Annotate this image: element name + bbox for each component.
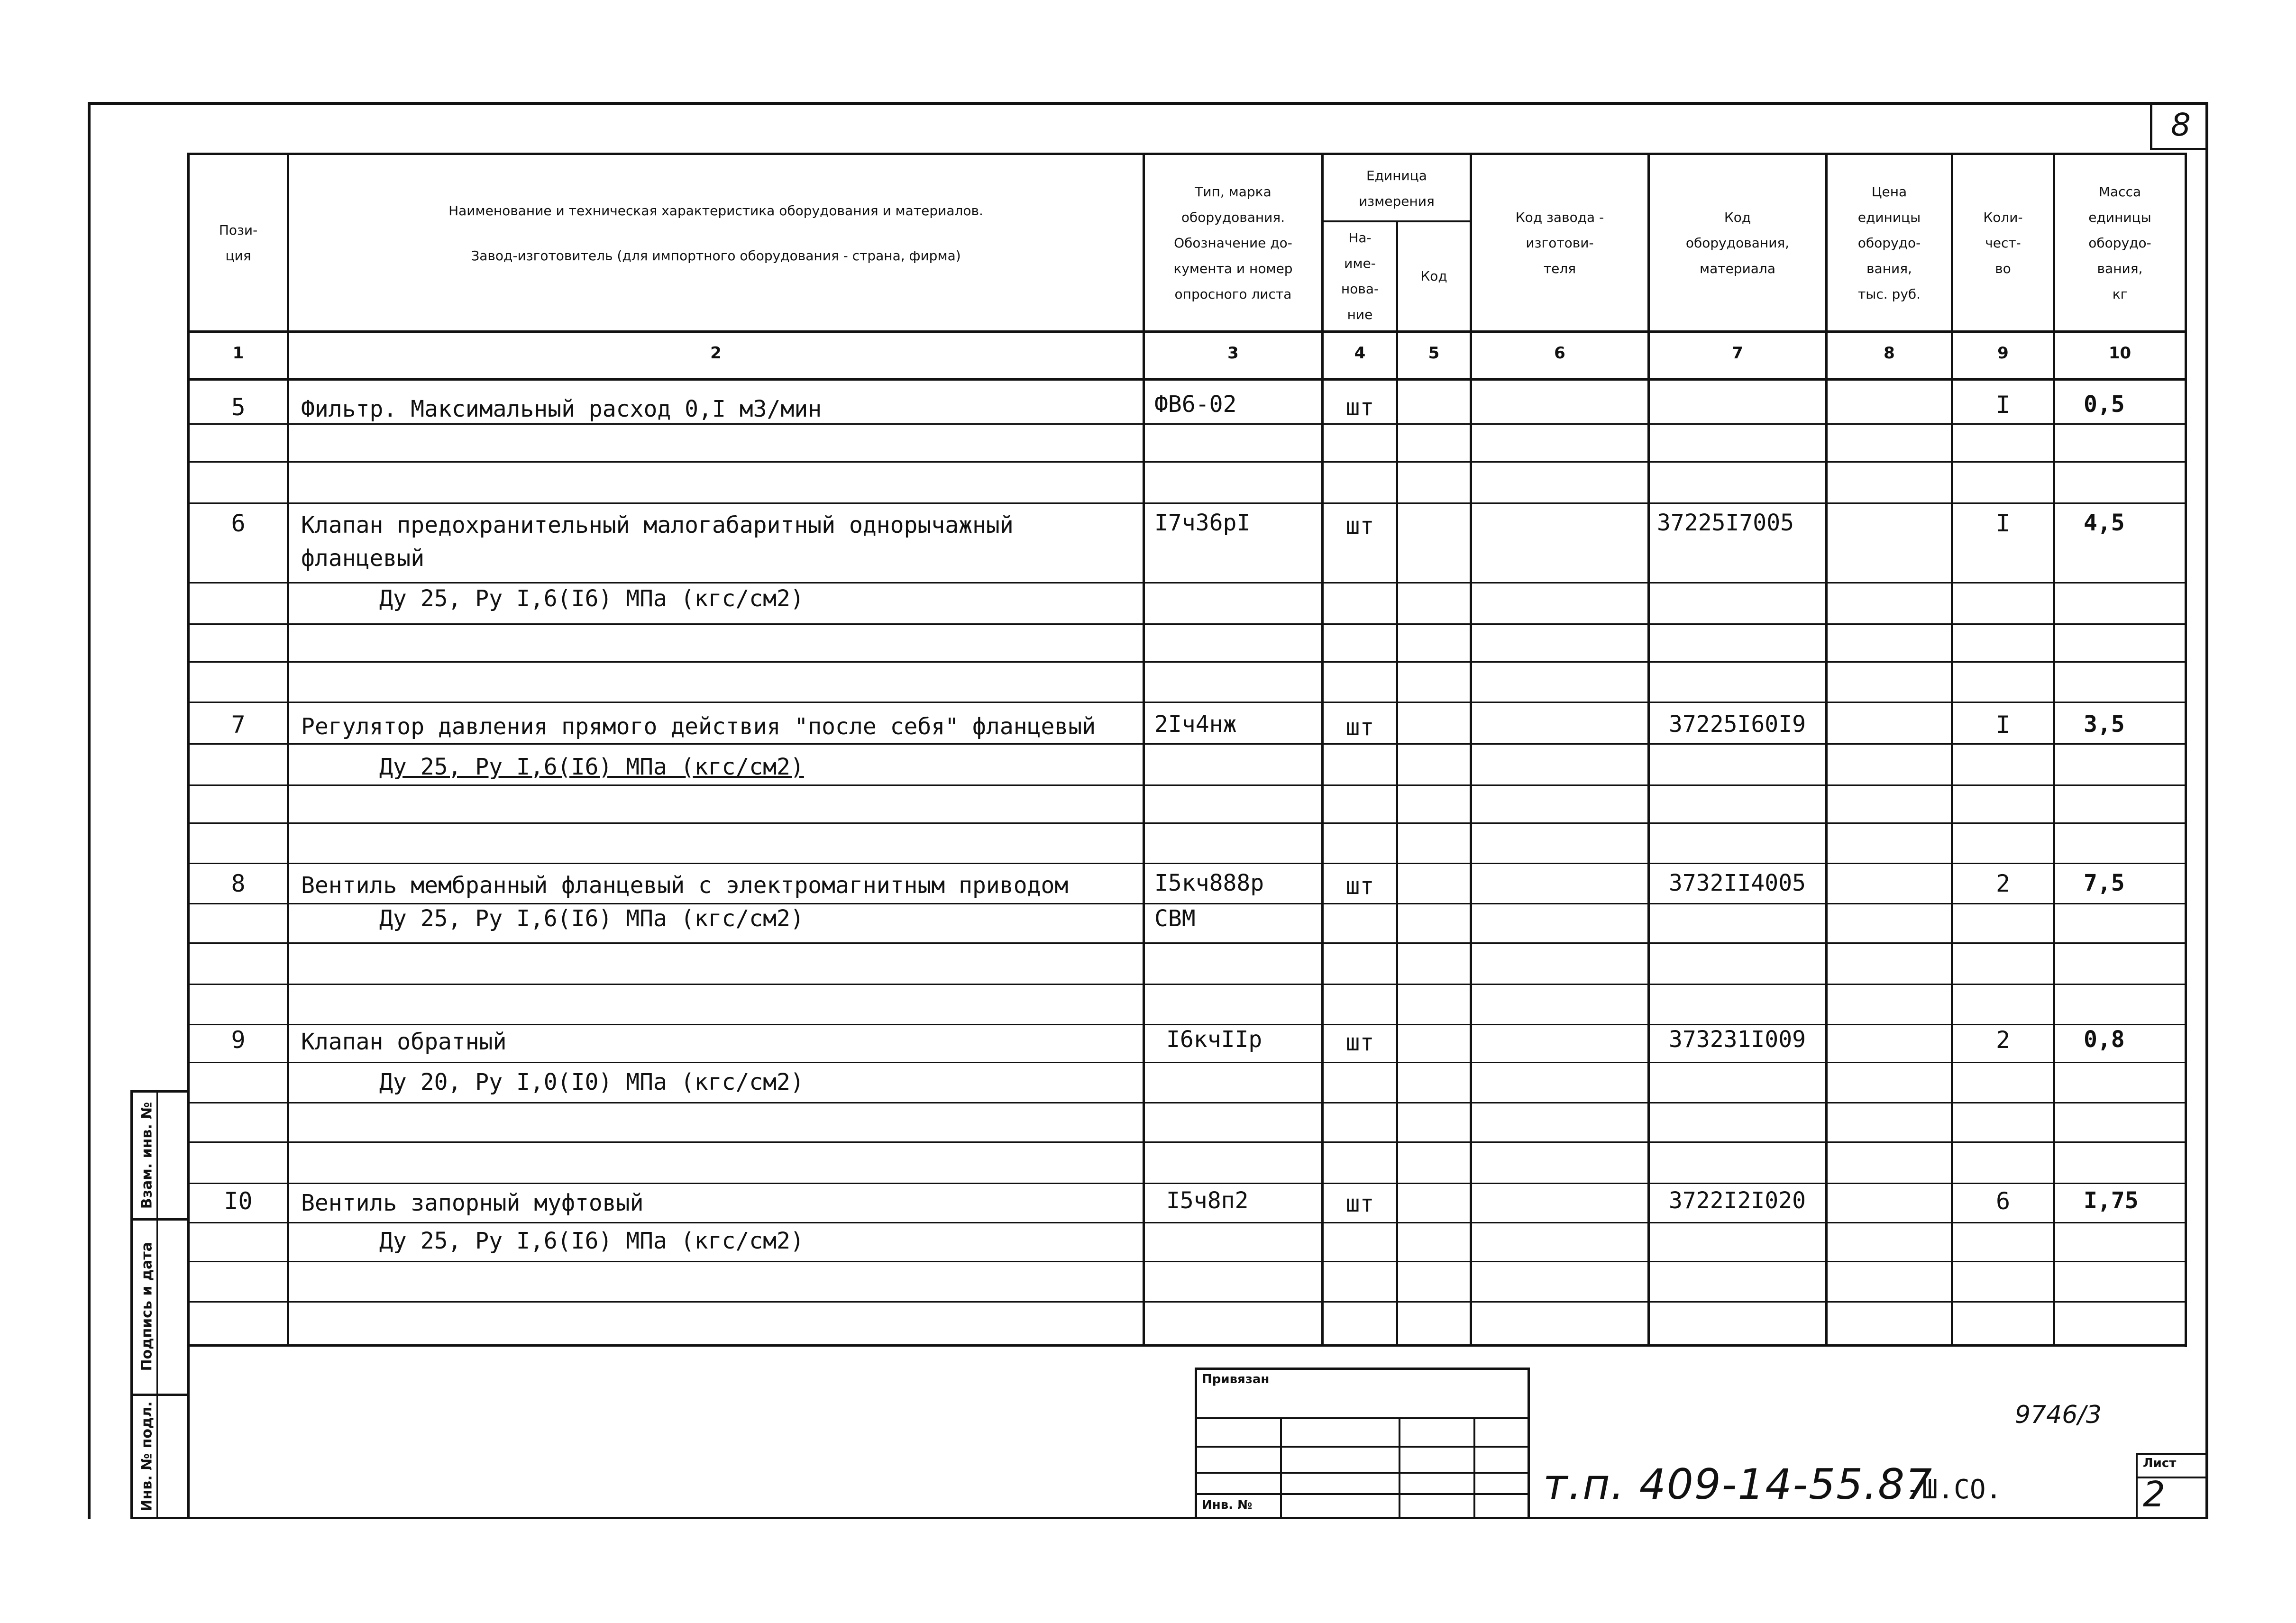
stamp-box-col — [1473, 1417, 1475, 1519]
col-sep — [1321, 153, 1324, 1346]
row-qty: 2 — [1995, 870, 2011, 897]
row-name: Вентиль мембранный фланцевый с электромагнитным приводом — [301, 872, 1069, 899]
row-line — [187, 502, 2186, 504]
row-qty: I — [1995, 510, 2011, 537]
row-line — [187, 582, 2186, 584]
row-spec: Ду 25, Ру I,6(I6) МПа (кгс/см2) — [379, 585, 804, 612]
row-unit: шт — [1345, 512, 1374, 539]
column-number: 7 — [1732, 344, 1743, 363]
row-unit: шт — [1345, 1190, 1374, 1217]
inv-no-label: Инв. № — [1202, 1498, 1253, 1512]
header-quantity: Коли- чест- во — [1983, 209, 2023, 276]
row-qty: 6 — [1995, 1187, 2011, 1215]
stamp-bottom — [130, 1517, 2207, 1519]
header-equipment-code: Код оборудования, материала — [1685, 209, 1790, 276]
row-spec: Ду 25, Ру I,6(I6) МПа (кгс/см2) — [379, 754, 804, 780]
column-number: 6 — [1554, 344, 1565, 363]
col-sep — [2053, 153, 2055, 1346]
row-spec: Ду 25, Ру I,6(I6) МПа (кгс/см2) — [379, 1228, 804, 1254]
row-mass: 0,8 — [2084, 1026, 2125, 1053]
stamp-box-row — [1195, 1472, 1529, 1474]
row-position: 7 — [231, 711, 246, 739]
row-line — [187, 1141, 2186, 1143]
row-qty: 2 — [1995, 1026, 2011, 1054]
col-sep — [287, 153, 289, 1346]
header-unit-name: На- име- нова- ние — [1341, 229, 1379, 322]
column-number: 10 — [2108, 344, 2131, 363]
row-type: I6кчIIр — [1166, 1026, 1262, 1053]
row-line — [187, 784, 2186, 786]
side-strip-divider — [156, 1090, 158, 1519]
stamp-box-row — [1195, 1446, 1529, 1448]
document-designation: т.п. 409-14-55.87 — [1543, 1460, 1933, 1509]
header-mass: Масса единицы оборудо- вания, кг — [2088, 183, 2151, 302]
row-type-continued: СВМ — [1154, 905, 1196, 932]
row-mass: 7,5 — [2084, 870, 2125, 896]
row-name: Клапан предохранительный малогабаритный однорычажный — [301, 512, 1014, 538]
row-position: 8 — [231, 870, 246, 897]
row-equipment-code: 37225I60I9 — [1669, 711, 1806, 738]
row-position: 5 — [231, 393, 246, 421]
stamp-box-row — [1195, 1493, 1529, 1495]
row-line — [187, 1301, 2186, 1303]
row-line — [187, 1183, 2186, 1184]
list-box-left — [2136, 1453, 2138, 1519]
row-line — [187, 702, 2186, 703]
header-plant-code: Код завода - изготови- теля — [1515, 209, 1604, 276]
side-strip-right — [187, 1090, 190, 1519]
header-name-line2: Завод-изготовитель (для импортного оборудования - страна, фирма) — [471, 248, 961, 264]
row-position: 6 — [231, 510, 246, 537]
row-equipment-code: 37225I7005 — [1657, 510, 1794, 536]
col-sep — [1470, 153, 1472, 1346]
column-number: 1 — [232, 344, 244, 363]
list-number: 2 — [2143, 1474, 2166, 1515]
row-line — [187, 661, 2186, 663]
row-unit: шт — [1345, 1029, 1374, 1056]
privyazan-label: Привязан — [1202, 1372, 1270, 1386]
stamp-box-top — [1195, 1368, 1529, 1370]
row-line — [187, 1062, 2186, 1063]
side-strip-divider — [130, 1218, 190, 1221]
col-sep — [1143, 153, 1145, 1346]
stamp-box-right — [1528, 1368, 1530, 1519]
side-strip-divider — [130, 1394, 190, 1396]
row-line — [187, 942, 2186, 944]
row-line — [187, 461, 2186, 463]
header-type: Тип, марка оборудования. Обозначение до- кумента и номер опросного листа — [1173, 183, 1293, 302]
column-number: 9 — [1997, 344, 2009, 363]
row-spec: Ду 25, Ру I,6(I6) МПа (кгс/см2) — [379, 905, 804, 932]
row-line — [187, 984, 2186, 985]
unit-divider — [1321, 220, 1471, 222]
stamp-box-col — [1280, 1417, 1282, 1519]
row-name: Вентиль запорный муфтовый — [301, 1190, 644, 1216]
row-type: ФВ6-02 — [1154, 391, 1237, 418]
row-unit: шт — [1345, 872, 1374, 900]
column-number: 8 — [1884, 344, 1895, 363]
column-number: 2 — [710, 344, 722, 363]
side-vzam-inv-label: Взам. инв. № — [138, 1102, 156, 1209]
row-name-continued: фланцевый — [301, 545, 425, 572]
header-name-line1: Наименование и техническая характеристика оборудования и материалов. — [448, 203, 983, 219]
frame-top — [88, 102, 2207, 105]
frame-right — [2205, 102, 2208, 1519]
row-line — [187, 1222, 2186, 1223]
archive-number: 9746/3 — [2015, 1401, 2102, 1429]
col-sep — [1951, 153, 1953, 1346]
row-line — [187, 822, 2186, 824]
row-line — [187, 863, 2186, 864]
row-line — [187, 1102, 2186, 1103]
side-inv-podl-label: Инв. № подл. — [138, 1401, 156, 1512]
row-unit: шт — [1345, 393, 1374, 421]
col-sep — [1647, 153, 1650, 1346]
side-strip-left — [130, 1090, 133, 1519]
table-bottom — [187, 1344, 2186, 1347]
row-mass: 0,5 — [2084, 391, 2125, 418]
row-equipment-code: 3722I2I020 — [1669, 1187, 1806, 1214]
row-type: I7ч36рI — [1154, 510, 1251, 536]
row-position: I0 — [224, 1187, 253, 1215]
column-number: 3 — [1227, 344, 1239, 363]
table-top — [187, 153, 2186, 155]
stamp-box-left — [1195, 1368, 1197, 1519]
row-unit: шт — [1345, 713, 1374, 741]
sheet-box-bottom — [2150, 148, 2207, 150]
sheet-box-left — [2150, 102, 2152, 149]
row-line — [187, 903, 2186, 904]
row-position: 9 — [231, 1026, 246, 1054]
row-mass: I,75 — [2084, 1187, 2139, 1214]
row-type: I5кч888р — [1154, 870, 1264, 896]
column-number: 5 — [1428, 344, 1440, 363]
header-unit-group: Единица измерения — [1359, 167, 1435, 209]
header-bottom — [187, 330, 2186, 333]
document-suffix: -Ш.СО. — [1906, 1474, 2002, 1505]
row-line — [187, 1261, 2186, 1262]
row-qty: I — [1995, 391, 2011, 419]
row-equipment-code: 373231I009 — [1669, 1026, 1806, 1053]
side-signature-label: Подпись и дата — [138, 1242, 156, 1371]
row-line — [187, 1024, 2186, 1025]
row-equipment-code: 3732II4005 — [1669, 870, 1806, 896]
row-spec: Ду 20, Ру I,0(I0) МПа (кгс/см2) — [379, 1069, 804, 1095]
list-label: Лист — [2143, 1456, 2177, 1470]
row-name: Регулятор давления прямого действия "после себя" фланцевый — [301, 713, 1096, 740]
col-sep — [1396, 220, 1398, 1346]
row-name: Фильтр. Максимальный расход 0,I м3/мин — [301, 396, 822, 422]
row-mass: 3,5 — [2084, 711, 2125, 738]
row-line — [187, 423, 2186, 425]
sheet-number: 8 — [2171, 107, 2191, 143]
row-line — [187, 743, 2186, 745]
stamp-box-row — [1195, 1417, 1529, 1419]
row-line — [187, 623, 2186, 625]
header-unit-code: Код — [1420, 268, 1447, 284]
numbers-bottom — [187, 378, 2186, 381]
row-type: I5ч8п2 — [1166, 1187, 1249, 1214]
list-box-top — [2136, 1453, 2207, 1455]
header-price: Цена единицы оборудо- вания, тыс. руб. — [1857, 183, 1921, 302]
row-type: 2Iч4нж — [1154, 711, 1237, 738]
row-mass: 4,5 — [2084, 510, 2125, 536]
row-name: Клапан обратный — [301, 1029, 507, 1055]
col-sep — [1825, 153, 1828, 1346]
side-strip-top — [130, 1090, 190, 1093]
row-qty: I — [1995, 711, 2011, 739]
frame-left — [88, 102, 91, 1519]
stamp-box-col — [1399, 1417, 1400, 1519]
header-position: Пози- ция — [219, 222, 258, 264]
column-number: 4 — [1354, 344, 1366, 363]
